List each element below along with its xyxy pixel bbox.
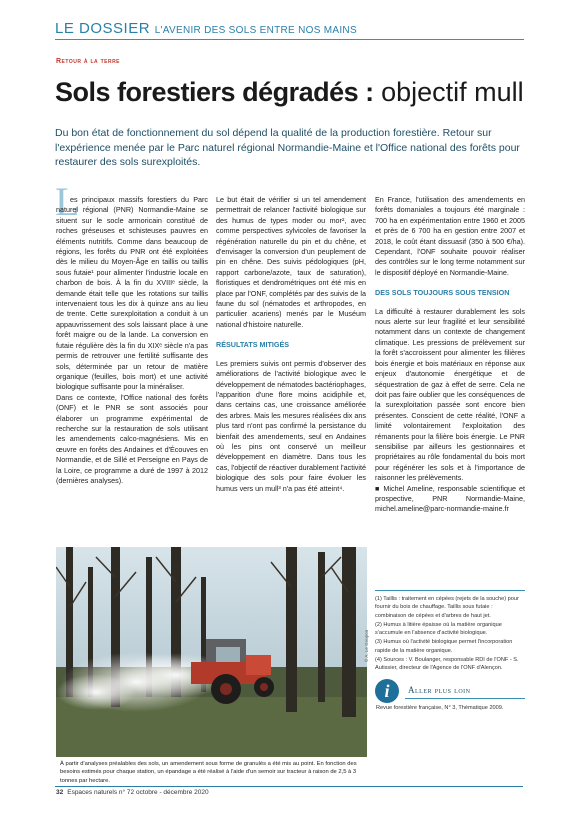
footer-rule xyxy=(55,786,523,787)
footnote-1: (1) Taillis : traitement en cépées (rejets de la souche) pour fournir du bois de chauffage. Taillis sous futaie : combinaison de cépées et d'arbres de haut jet. xyxy=(375,596,519,619)
lead-paragraph: Du bon état de fonctionnement du sol dépend la qualité de la production forestière. Retour sur l'expérience menée par le Parc naturel régional Normandie-Maine et l'Office national des forêts pour restaurer des sols surexploités. xyxy=(55,127,520,168)
page-footer xyxy=(56,789,209,796)
col2-heading: RÉSULTATS MITIGÉS xyxy=(216,340,290,350)
col2-paragraph-2: Les premiers suivis ont permis d'observer des améliorations de l'activité biologique avec le développement de nématodes bactériophages, l'apparition d'une flore moins acidiphile et, dans certains cas, une croissance améliorée des arbres. Mais les mesures réalisées dix ans plus tard n'ont pas confirmé la persistance du bienfait des amendements, seul en Andaines où les pins ont conservé un meilleur développement en diamètre. Dans tous les cas, l'objectif de réactiver durablement l'activité biologique des sols pour faire évoluer les humus vers un mull³ n'a pas été atteint⁴. xyxy=(216,358,366,493)
col3-paragraph-2: La difficulté à restaurer durablement les sols nous alerte sur leur fragilité et leur sensibilité notamment dans un contexte de changement climatique. Les pressions de prélèvement sur la forêt s'accroissent pour alimenter les filières bois énergie et bois matériaux en réponse aux enjeux d'autonomie énergétique et de séquestration de gaz à effet de serre. Cela ne doit pas faire oublier que les conséquences de la surexploitation passée sont encore bien présentes. Conscient de cette réalité, l'ONF a limité volontairement l'exploitation des rémanents pour la filière bois énergie. Le PNR sensibilise par ailleurs les gestionnaires et propriétaires au rôle fondamental du bois mort pour régénérer les sols et à l'importance de raisonner les prélèvements. xyxy=(375,306,525,483)
footnote-3: (3) Humus où l'activité biologique permet l'incorporation rapide de la matière organique. xyxy=(375,639,513,654)
forest-photo-illustration xyxy=(56,547,367,757)
col3-heading: DES SOLS TOUJOURS SOUS TENSION xyxy=(375,288,510,298)
section-title: LE DOSSIER xyxy=(55,20,151,37)
section-header xyxy=(55,20,357,40)
footer-text: Espaces naturels n° 72 octobre - décembre 2020 xyxy=(67,789,209,796)
footnote-2: (2) Humus à litière épaisse où la matière organique s'accumule en l'absence d'activité biologique. xyxy=(375,621,502,637)
col1-paragraph-1: es principaux massifs forestiers du Parc naturel régional (PNR) Normandie-Maine se situent sur le socle armoricain constitué de roches gréseuses et schisteuses pauvres en éléments nutritifs. Comme dans beaucoup de régions, les forêts du PNR ont été exploitées dès le milieu du Moyen-Âge en taillis ou taillis sous futaie¹ pour alimenter l'industrie locale en charbon de bois. À la fin du XVIIIᵉ siècle, la demande était telle que les rotations sur taillis intervenaient tous les dix à quinze ans au lieu de trente. Cette surexploitation a conduit à un appauvrissement des sols laissant place à une forêt maigre ou de la lande. La conversion en futaie régulière dès la fin du XIXᵉ siècle n'a pas permis de retrouver une fertilité suffisante des sols, déterminée par un retour de matière organique (feuilles, bois mort) et une activité biologique suffisante pour la minéraliser. xyxy=(56,195,208,392)
col2-paragraph-1: Le but était de vérifier si un tel amendement permettrait de relancer l'activité biologique sur des humus de types moder ou mor², avec comme perspectives sylvicoles de favoriser la régénération naturelle du pin et du chêne, et d'envisager la conversion d'un peuplement de pin en chêne. Des suivis pédologiques (pH, rapport carbone/azote, taux de saturation), floristiques et dendrométriques ont été mis en place par l'ONF, complétés par des suivis de la faune du sol (nématodes et arthropodes, en particulier acariens) menés par le Muséum national d'histoire naturelle. xyxy=(216,195,366,329)
page-number: 32 xyxy=(56,789,64,796)
column-3 xyxy=(375,195,525,515)
author-signature: ■ Michel Ameline, responsable scientifique et prospective, PNR Normandie-Maine, michel.ameline@parc-normandie-maine.fr xyxy=(375,483,525,514)
aller-rule xyxy=(405,698,525,699)
photo-caption: À partir d'analyses préalables des sols, un amendement sous forme de granulés a été mis au point. En fonction des besoins estimés pour chaque station, un épandage a été réalisé à l'aide d'un semoir sur tracteur à raison de 2,5 à 3 tonnes par hectare. xyxy=(60,761,357,784)
col1-paragraph-2: Dans ce contexte, l'Office national des forêts (ONF) et le PNR se sont associés pour élaborer un programme expérimental de recherche sur la restauration de sols utilisant les amendements calco-magnésiens. Mis en œuvre en forêts des Andaines et d'Écouves en Normandie, et de Sillé et Perseigne en Pays de la Loire, ce programme a duré de 1997 à 2012 (dernières analyses). xyxy=(56,392,208,485)
column-1 xyxy=(56,195,208,486)
col3-paragraph-1: En France, l'utilisation des amendements en forêts domaniales a toujours été marginale : 700 ha en expérimentation entre 1960 et 2005 et près de 6 700 ha en gestion entre 2007 et 2018, le coût étant dissuasif (350 à 500 €/ha). Cependant, l'ONF souhaite pouvoir réaliser des contrôles sur le long terme notamment sur le dispositif déployé en Normandie-Maine. xyxy=(375,195,525,277)
footnotes xyxy=(375,590,525,674)
column-2 xyxy=(216,195,366,494)
article-title xyxy=(55,75,524,109)
info-icon: i xyxy=(375,679,399,703)
title-light: objectif mull xyxy=(373,77,524,107)
drop-cap: L xyxy=(55,179,80,224)
aller-plus-loin-text: Revue forestière française, N° 3, Thématique 2009. xyxy=(376,705,504,711)
footnote-4: (4) Sources : V. Boulanger, responsable RDI de l'ONF - S. Autissier, directeur de l'Agence de l'ONF d'Alençon. xyxy=(375,657,519,672)
kicker: Retour à la terre xyxy=(56,58,121,65)
aller-plus-loin-title: Aller plus loin xyxy=(408,685,471,695)
photo-credit: © A. Le Goupon xyxy=(364,629,369,662)
section-subtitle: L'AVENIR DES SOLS ENTRE NOS MAINS xyxy=(154,25,357,36)
title-bold: Sols forestiers dégradés : xyxy=(55,77,374,107)
photo-tractor-spreading xyxy=(56,547,367,757)
